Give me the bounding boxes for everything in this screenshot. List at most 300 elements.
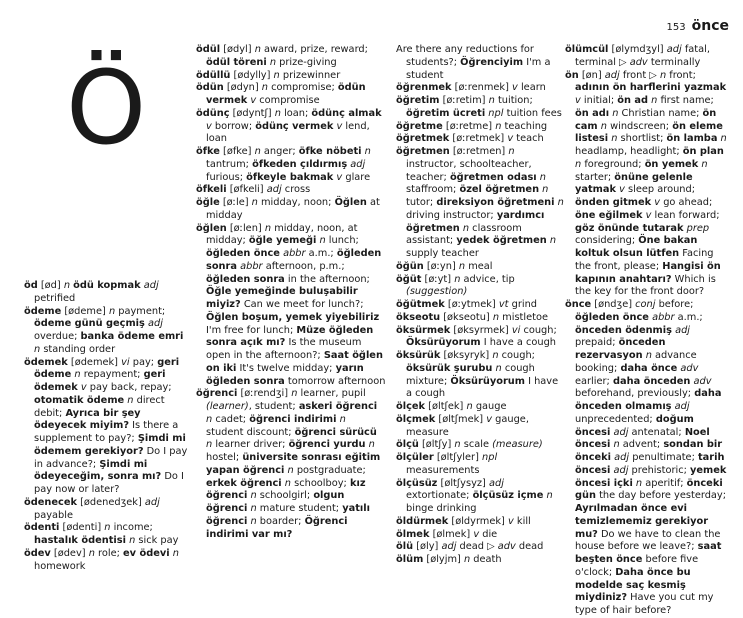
- headword: öğrenmek: [396, 82, 452, 94]
- part-of-speech: v: [507, 133, 514, 145]
- definition-text: [øːyn]: [423, 260, 459, 272]
- headword: öğretmek: [396, 133, 450, 145]
- headword: öğrenci indirimi: [249, 413, 337, 425]
- part-of-speech: n: [454, 273, 461, 285]
- definition-text: tuition fees: [503, 107, 562, 119]
- dictionary-entry: [396, 350, 564, 401]
- part-of-speech: prep: [683, 222, 710, 234]
- definition-text: [øːlen]: [226, 222, 265, 234]
- part-of-speech: n: [251, 197, 258, 208]
- headword: öğretim ücreti: [406, 107, 486, 119]
- headword: ödünç almak: [311, 107, 382, 119]
- dictionary-entry: [396, 299, 564, 312]
- dictionary-entry: [24, 522, 190, 548]
- definition-text: driving instructor;: [406, 209, 497, 221]
- dictionary-entry: [396, 261, 564, 274]
- part-of-speech: n: [34, 343, 41, 355]
- page-header: [667, 18, 729, 34]
- part-of-speech: n: [554, 197, 564, 208]
- definition-text: tantrum;: [206, 158, 253, 170]
- headword: öğleden önce: [206, 248, 280, 259]
- dictionary-column-2: [196, 44, 386, 541]
- definition-text: [ødenti]: [59, 522, 105, 534]
- definition-text: considering;: [575, 235, 639, 247]
- definition-text: staffroom;: [406, 184, 460, 196]
- part-of-speech: n: [206, 413, 213, 425]
- part-of-speech: v: [651, 197, 661, 208]
- part-of-speech: n: [254, 44, 261, 55]
- headword: öğretmen: [396, 146, 450, 157]
- headword: öğretme: [396, 120, 443, 132]
- definition-text: award, prize, reward;: [260, 44, 368, 55]
- definition-text: learner driver;: [212, 439, 289, 451]
- definition-text: afternoon, p.m.;: [262, 260, 345, 272]
- definition-text: lean forward;: [651, 209, 720, 221]
- definition-text: aperitif;: [642, 477, 687, 489]
- part-of-speech: n: [575, 158, 582, 170]
- part-of-speech: conj: [635, 299, 656, 310]
- dictionary-entry: [24, 548, 190, 574]
- part-of-speech: adj: [604, 69, 620, 81]
- definition-text: role;: [94, 547, 124, 559]
- definition-text: postgraduate;: [293, 464, 366, 476]
- definition-text: , student;: [248, 401, 299, 412]
- part-of-speech: v: [473, 528, 480, 540]
- definition-text: [ølymdʒyl]: [608, 44, 667, 55]
- headword: Öğrenciyim: [460, 56, 524, 68]
- part-of-speech: adj: [347, 158, 366, 170]
- headword: ödünç: [196, 107, 230, 119]
- dictionary-entry: [24, 306, 190, 357]
- definition-text: a.m.;: [305, 248, 337, 259]
- headword: kız öğrenci: [206, 477, 366, 502]
- definition-text: mistletoe: [499, 311, 548, 323]
- part-of-speech: adj: [611, 452, 630, 463]
- dictionary-entry: [396, 274, 564, 300]
- definition-text: Can we meet for lunch?;: [240, 299, 364, 310]
- part-of-speech: adj: [666, 44, 682, 55]
- definition-text: [ølmek]: [429, 528, 474, 540]
- headword: önce: [565, 299, 592, 310]
- headword: ön adı: [575, 107, 610, 119]
- definition-text: the day before yesterday;: [595, 490, 727, 502]
- headword: üniversite sonrası eğitim yapan öğrenci: [206, 452, 381, 476]
- definition-text: student discount;: [206, 426, 295, 438]
- headword: önüne gelenle yatmak: [575, 171, 693, 196]
- definition-text: [øːretmek]: [449, 133, 508, 145]
- headword: ödül töreni: [206, 56, 267, 68]
- part-of-speech: n: [536, 171, 546, 183]
- definition-text: dead: [515, 541, 544, 553]
- definition-text: [øksyryk]: [440, 350, 493, 361]
- dictionary-entry: [565, 44, 729, 70]
- part-of-speech: n: [264, 222, 272, 234]
- part-of-speech: n: [492, 311, 500, 323]
- definition-text: sleep around;: [624, 184, 696, 196]
- part-of-speech: n: [659, 69, 667, 81]
- part-of-speech: n: [365, 439, 375, 451]
- definition-text: furious;: [206, 171, 247, 183]
- part-of-speech: (learner): [206, 401, 249, 412]
- definition-text: [øksyrmek]: [450, 324, 512, 336]
- definition-text: Do I pay now or later?: [34, 471, 184, 495]
- definition-text: Do I pay in advance?;: [34, 445, 188, 470]
- part-of-speech: v: [642, 209, 652, 221]
- part-of-speech: n: [254, 146, 261, 157]
- headword: ön lamba: [666, 133, 718, 145]
- part-of-speech: n: [316, 235, 326, 247]
- definition-text: prizewinner: [279, 69, 341, 81]
- headword: ön cam: [575, 107, 717, 132]
- definition-text: Have you cut my type of hair before?: [575, 592, 714, 616]
- definition-text: direct debit;: [34, 394, 165, 419]
- headword: ödün: [196, 82, 224, 94]
- part-of-speech: n: [291, 388, 298, 400]
- headword: öğleden sonra: [206, 248, 382, 272]
- headword: öğrenci: [196, 388, 238, 400]
- definition-text: overdue;: [34, 331, 81, 342]
- definition-text: Which is the key for the front door?: [575, 273, 716, 298]
- definition-text: [økseotu]: [440, 311, 493, 323]
- definition-text: tuition;: [494, 95, 533, 106]
- definition-text: a.m.;: [674, 311, 703, 323]
- definition-text: [øly]: [413, 541, 442, 553]
- part-of-speech: n: [284, 464, 294, 476]
- headword: ölçek: [396, 401, 426, 412]
- headword: Ayrılmadan önce evi temizlememiz gerekiyor mu?: [575, 503, 709, 540]
- headword: banka ödeme emri: [80, 331, 184, 342]
- part-of-speech: abbr: [648, 311, 675, 323]
- definition-text: headlamp, headlight;: [575, 146, 683, 157]
- definition-text: Do we have to clean the house before we leave?;: [575, 528, 721, 553]
- headword: ölü: [396, 541, 414, 553]
- headword: ödün vermek: [206, 82, 366, 106]
- definition-text: beforehand, previously;: [575, 388, 695, 400]
- definition-text: [øltʃysyz]: [437, 477, 489, 489]
- headword: Öksürüyorum: [450, 375, 525, 387]
- part-of-speech: n: [543, 490, 553, 502]
- headword: Şimdi mi ödemem gerekiyor?: [34, 433, 186, 457]
- part-of-speech: n: [610, 439, 620, 451]
- part-of-speech: adv: [497, 541, 516, 553]
- definition-text: [øːretmen]: [449, 146, 509, 157]
- definition-text: [øːyt]: [421, 273, 455, 285]
- part-of-speech: n: [717, 133, 727, 145]
- definition-text: [øltʃy]: [418, 439, 455, 451]
- part-of-speech: n: [466, 401, 473, 412]
- definition-text: repayment;: [80, 369, 144, 381]
- dictionary-entry: [396, 325, 564, 351]
- definition-text: midday, noon;: [257, 197, 335, 208]
- headword: öfkeden çıldırmış: [252, 158, 348, 170]
- headword: Noel öncesi: [575, 426, 710, 451]
- definition-text: sick pay: [135, 535, 179, 546]
- definition-text: binge drinking: [406, 503, 477, 514]
- headword: ölçüsüz içme: [472, 490, 544, 502]
- headword: Şimdi mi ödeyeceğim, sonra mı?: [34, 458, 162, 483]
- definition-text: kill: [513, 515, 531, 527]
- dictionary-entry: [196, 44, 386, 70]
- definition-text: compromise: [256, 95, 320, 106]
- definition-text: Facing the front, please;: [575, 248, 714, 272]
- headword: ödül: [196, 44, 221, 55]
- part-of-speech: n: [108, 305, 116, 317]
- definition-text: [ød]: [37, 280, 64, 291]
- part-of-speech: adj: [441, 541, 457, 553]
- dictionary-entry: [396, 133, 564, 146]
- headword: tarih öncesi: [575, 452, 725, 476]
- definition-text: hostel;: [206, 452, 243, 463]
- part-of-speech: n: [247, 490, 257, 502]
- dictionary-entry: [565, 70, 729, 300]
- dictionary-entry: [396, 516, 564, 529]
- headword: öğüt: [396, 273, 422, 285]
- definition-text: Is there a supplement to pay?;: [34, 420, 179, 444]
- definition-text: [ødyntʃ]: [229, 107, 275, 119]
- dictionary-entry: [24, 497, 190, 523]
- definition-text: schoolboy;: [291, 477, 350, 489]
- definition-text: gauge: [472, 401, 507, 412]
- definition-text: [øn]: [578, 69, 605, 81]
- headword: ölçmek: [396, 413, 436, 425]
- definition-text: windscreen;: [606, 120, 673, 132]
- definition-text: [øltʃmek]: [435, 413, 487, 425]
- headword: Öğrenci indirimi var mı?: [206, 515, 348, 540]
- definition-text: cough;: [498, 350, 535, 361]
- headword: Öne bakan koltuk olsun lütfen: [575, 235, 698, 259]
- headword: öğleden önce: [575, 311, 649, 323]
- headword: Daha önce bu modelde saç kesmiş miydiniz?: [575, 566, 691, 604]
- definition-text: I'm free for lunch;: [206, 324, 297, 336]
- definition-text: cadet;: [212, 413, 250, 425]
- definition-text: go ahead;: [660, 197, 713, 208]
- part-of-speech: n: [71, 369, 81, 381]
- dictionary-entry: [396, 529, 564, 542]
- dictionary-entry: [196, 388, 386, 541]
- headword: özel öğretmen: [459, 184, 540, 196]
- headword: Öğlen boşum, yemek yiyebiliriz: [206, 311, 380, 323]
- definition-text: instructor, schoolteacher, teacher;: [406, 158, 532, 183]
- dictionary-entry: [396, 554, 564, 567]
- dictionary-entry: [396, 452, 564, 478]
- definition-text: income;: [110, 522, 153, 534]
- headword: öfke: [196, 146, 220, 157]
- headword: adının ön harflerini yazmak: [575, 82, 727, 94]
- part-of-speech: v: [333, 171, 343, 183]
- part-of-speech: abbr: [236, 260, 263, 272]
- definition-text: before;: [655, 299, 694, 310]
- definition-text: pay;: [129, 356, 158, 368]
- headword: ödüllü: [196, 69, 231, 81]
- part-of-speech: adv: [629, 56, 648, 68]
- definition-text: teach: [513, 133, 544, 145]
- part-of-speech: n: [508, 146, 515, 157]
- headword: öğrenci sürücü: [294, 426, 377, 438]
- definition-text: measurements: [406, 464, 480, 476]
- headword: Ayrıca bir şey ödeyecek miyim?: [34, 407, 141, 432]
- headword: önceden rezervasyon: [575, 337, 666, 361]
- part-of-speech: adj: [140, 280, 159, 291]
- definition-text: starter;: [575, 171, 615, 183]
- dictionary-entry: [396, 478, 564, 516]
- definition-text: [ødyn]: [223, 82, 262, 94]
- headword: öfke nöbeti: [298, 146, 362, 157]
- headword: ön plan: [682, 146, 724, 157]
- dictionary-entry: [396, 95, 564, 121]
- dictionary-entry: [396, 146, 564, 261]
- headword: Öğle yemeğinde buluşabilir miyiz?: [206, 286, 358, 310]
- headword: Müze öğleden sonra açık mı?: [206, 324, 374, 349]
- part-of-speech: adv: [690, 375, 712, 387]
- part-of-speech: n: [609, 107, 619, 119]
- dictionary-entry: [196, 197, 386, 223]
- definition-text: [ødenedʒek]: [76, 496, 145, 508]
- headword: yemek öncesi içki: [575, 464, 727, 489]
- part-of-speech: adj: [610, 426, 629, 438]
- headword: geri ödemek: [34, 369, 166, 393]
- part-of-speech: n: [608, 133, 618, 145]
- part-of-speech: adj: [610, 464, 629, 476]
- part-of-speech: n: [492, 350, 499, 361]
- section-letter: Ö: [66, 49, 145, 168]
- part-of-speech: npl: [485, 107, 504, 119]
- part-of-speech: v: [508, 515, 514, 527]
- definition-text: [øːle]: [219, 197, 252, 208]
- part-of-speech: n: [642, 350, 652, 361]
- part-of-speech: n: [361, 146, 371, 157]
- definition-text: fatal, terminal ▷: [575, 44, 710, 68]
- definition-text: learn: [517, 82, 546, 94]
- definition-text: Is the museum open in the afternoon?;: [206, 337, 362, 361]
- headword: ödü kopmak: [73, 280, 141, 291]
- dictionary-entry: [24, 357, 190, 497]
- dictionary-entry: [396, 312, 564, 325]
- definition-text: death: [470, 554, 502, 565]
- headword: ön yemek: [644, 158, 699, 170]
- definition-text: [ødeme]: [61, 305, 109, 317]
- dictionary-entry: [196, 146, 386, 184]
- definition-text: [øfkeli]: [226, 184, 267, 196]
- part-of-speech: v: [486, 413, 493, 425]
- headword: geri ödeme: [34, 356, 180, 381]
- headword: otomatik ödeme: [34, 394, 125, 406]
- definition-text: lunch;: [325, 235, 359, 247]
- definition-text: standing order: [40, 343, 116, 355]
- headword: öğrenci yurdu: [288, 439, 366, 451]
- headword: önden gitmek: [575, 197, 652, 208]
- part-of-speech: n: [539, 184, 549, 196]
- headword: ödeme günü geçmiş: [34, 318, 145, 330]
- part-of-speech: adj: [488, 477, 504, 489]
- headword: öğle yemeği: [248, 235, 317, 247]
- dictionary-entry: [196, 108, 386, 146]
- definition-text: die: [479, 528, 498, 540]
- definition-text: I'm a student: [406, 56, 551, 81]
- dictionary-entry: [565, 299, 729, 618]
- headword: öğütmek: [396, 299, 445, 310]
- definition-text: Christian name;: [618, 107, 703, 119]
- definition-text: unprecedented;: [575, 413, 656, 425]
- headword: erkek öğrenci: [206, 477, 282, 489]
- part-of-speech: v: [206, 120, 212, 132]
- part-of-speech: n: [88, 547, 95, 559]
- headword: öğlen: [196, 222, 227, 234]
- part-of-speech: n: [336, 413, 346, 425]
- part-of-speech: n: [546, 235, 557, 247]
- definition-text: [ødev]: [50, 547, 89, 559]
- part-of-speech: n: [632, 477, 643, 489]
- headword: daha önceden: [612, 375, 691, 387]
- part-of-speech: n: [124, 394, 134, 406]
- part-of-speech: vi: [121, 356, 130, 368]
- definition-text: shortlist;: [617, 133, 667, 145]
- definition-text: glare: [342, 171, 371, 183]
- part-of-speech: n: [458, 260, 466, 272]
- headword: yedek öğretmen: [456, 235, 547, 247]
- headword: ökseotu: [396, 311, 441, 323]
- definition-text: mature student;: [256, 503, 343, 514]
- part-of-speech: (suggestion): [406, 286, 468, 298]
- dictionary-entry: [196, 70, 386, 83]
- definition-text: advent;: [619, 439, 664, 451]
- definition-text: [øndʒe]: [591, 299, 636, 310]
- part-of-speech: adv: [677, 362, 699, 374]
- definition-text: supply teacher: [406, 248, 479, 259]
- headword: öfkeli: [196, 184, 227, 196]
- part-of-speech: npl: [482, 452, 498, 463]
- definition-text: petrified: [34, 292, 76, 304]
- dictionary-entry: [396, 82, 564, 95]
- definition-text: [øːretme]: [442, 120, 496, 132]
- definition-text: schoolgirl;: [256, 490, 314, 502]
- part-of-speech: adj: [266, 184, 282, 196]
- definition-text: extortionate;: [406, 490, 473, 502]
- definition-text: prize-giving: [276, 56, 337, 68]
- part-of-speech: n: [281, 477, 291, 489]
- definition-text: terminally: [647, 56, 701, 68]
- headword: öğle: [196, 197, 220, 208]
- headword: ön: [565, 69, 579, 81]
- definition-text: penultimate;: [629, 452, 698, 463]
- definition-text: antenatal;: [628, 426, 685, 438]
- headword: ölçüler: [396, 452, 434, 463]
- dictionary-entry: [396, 439, 564, 452]
- headword: ev ödevi: [123, 547, 170, 559]
- definition-text: dead ▷: [456, 541, 498, 553]
- headword: Öksürüyorum: [406, 337, 481, 349]
- headword: daha önceden olmamış: [575, 388, 722, 412]
- definition-text: grind: [508, 299, 537, 310]
- headword: ölüm: [396, 554, 424, 565]
- definition-text: prehistoric;: [628, 464, 691, 476]
- definition-text: gauge, measure: [406, 413, 529, 438]
- part-of-speech: n: [698, 158, 708, 170]
- definition-text: [øːytmek]: [444, 299, 499, 310]
- dictionary-entry: [196, 184, 386, 197]
- definition-text: in the afternoon;: [284, 273, 370, 285]
- headword: öksürük: [396, 350, 441, 361]
- headword: öd: [24, 280, 38, 291]
- part-of-speech: v: [77, 382, 87, 393]
- definition-text: [øldyrmek]: [448, 515, 508, 527]
- definition-text: I have a cough: [406, 375, 559, 400]
- part-of-speech: adj: [671, 401, 690, 412]
- definition-text: pay back, repay;: [86, 382, 172, 393]
- headword: ölçü: [396, 439, 419, 451]
- part-of-speech: n: [459, 222, 470, 234]
- headword: öksürmek: [396, 324, 451, 336]
- part-of-speech: n: [488, 95, 495, 106]
